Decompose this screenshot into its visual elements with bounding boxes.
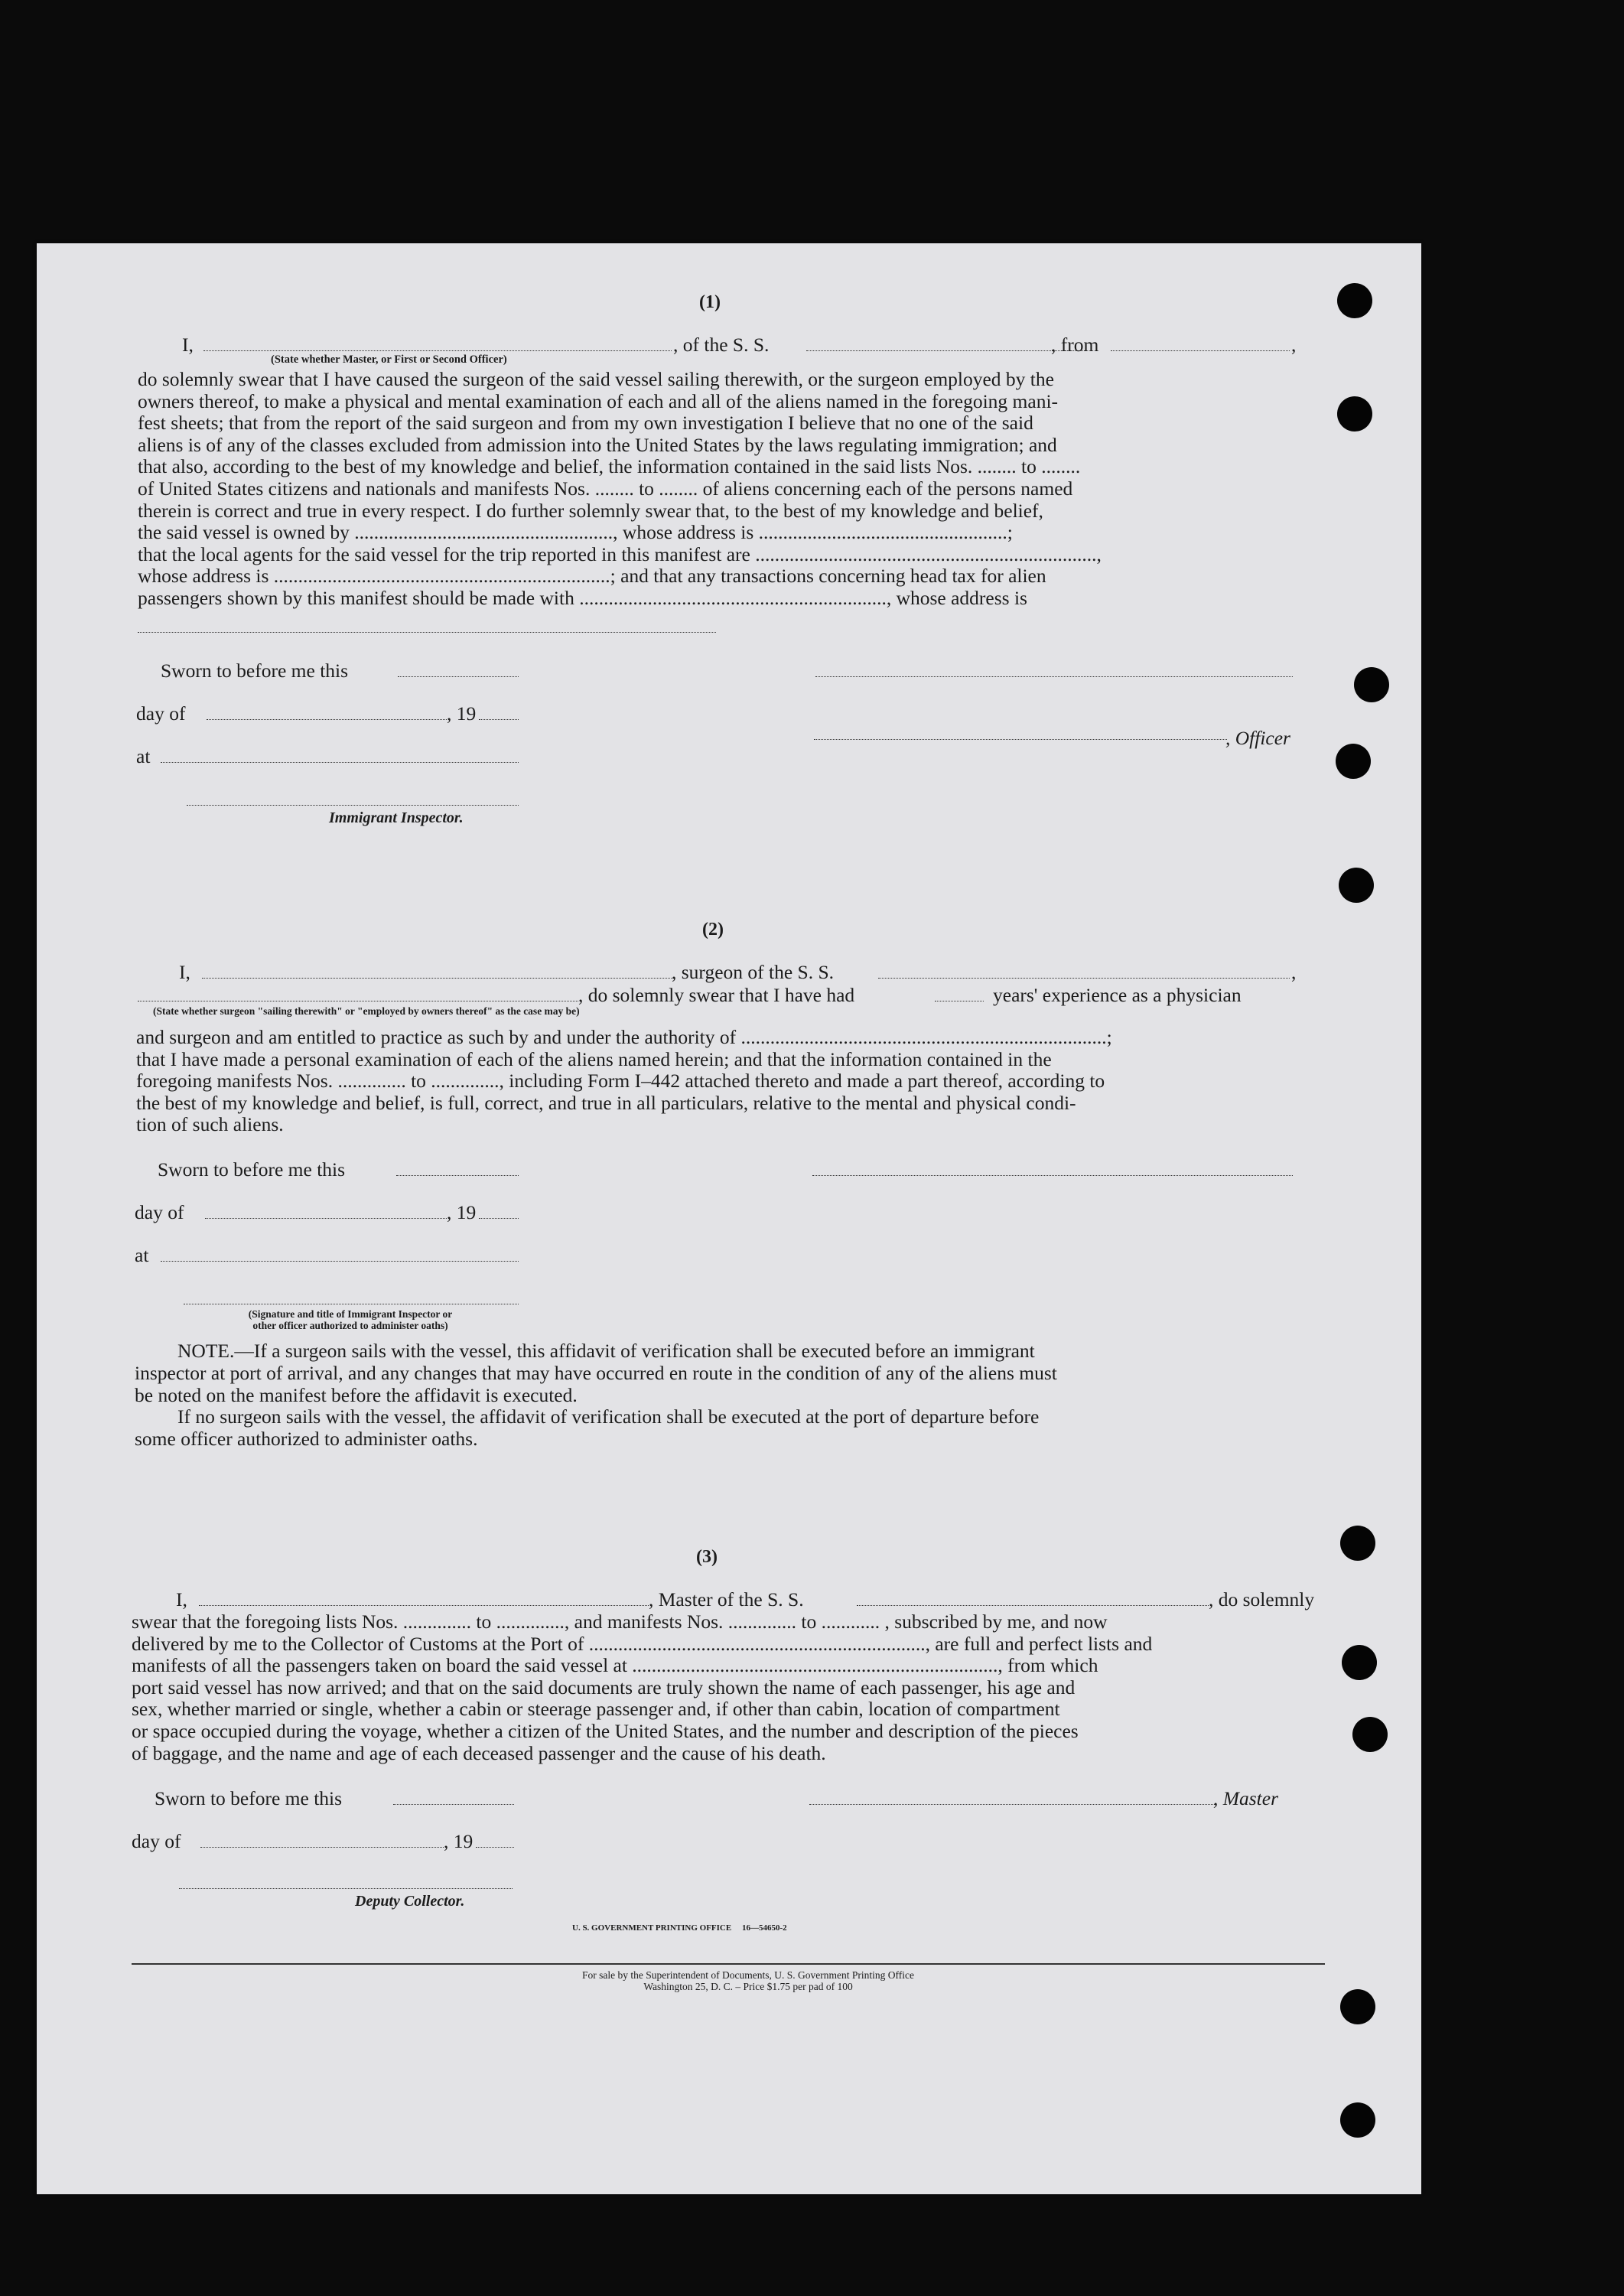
s2-note-line: be noted on the manifest before the affidavit is executed.	[135, 1383, 578, 1406]
s1-line: of United States citizens and nationals and manifests Nos. ........ to ........ of aliens concerning each of the persons named	[138, 477, 1073, 500]
s2-signature-caption-line: (Signature and title of Immigrant Inspector or	[248, 1308, 453, 1320]
s3-collector-label: Deputy Collector.	[355, 1893, 465, 1910]
punch-hole	[1354, 667, 1389, 702]
sale-notice-line: Washington 25, D. C. – Price $1.75 per pad of 100	[643, 1981, 853, 1992]
s3-line: swear that the foregoing lists Nos. .............. to .............., and manifests Nos. .............. to ............ , subscribed by me, and now	[132, 1610, 1108, 1633]
s2-caption: (State whether surgeon "sailing therewith" or "employed by owners thereof" as the case may be)	[153, 1005, 580, 1017]
sale-notice	[419, 1969, 1077, 1992]
section-2-number: (2)	[702, 920, 724, 940]
s1-day-of-label: day of	[136, 702, 186, 725]
s3-year-label: , 19	[444, 1830, 474, 1852]
s3-month-field[interactable]	[200, 1847, 444, 1848]
s2-surgeon-label: , surgeon of the S. S.	[672, 961, 835, 983]
s3-sworn-label: Sworn to before me this	[155, 1787, 343, 1809]
s2-signature-caption	[182, 1308, 519, 1331]
s1-line: owners thereof, to make a physical and mental examination of each and all of the aliens named in the foregoing mani-	[138, 389, 1059, 412]
s3-master-label-sig: , Master	[1213, 1787, 1278, 1809]
s2-sworn-day-field[interactable]	[396, 1175, 519, 1176]
sale-notice-line: For sale by the Superintendent of Documents, U. S. Government Printing Office	[582, 1969, 914, 1981]
s2-at-label: at	[135, 1244, 149, 1266]
s1-address-continuation-field[interactable]	[138, 632, 716, 633]
s3-line1-end: , do solemnly	[1209, 1588, 1315, 1610]
s2-oath-text	[136, 1027, 1337, 1136]
s1-inspector-signature-field[interactable]	[187, 805, 519, 806]
s3-vessel-field[interactable]	[857, 1605, 1209, 1606]
s1-at-field[interactable]	[161, 762, 519, 763]
s1-sworn-label: Sworn to before me this	[161, 659, 349, 682]
s2-vessel-field[interactable]	[878, 978, 1290, 979]
s1-line: the said vessel is owned by ....................................................., whose address is ...................................................;	[138, 521, 1013, 544]
s3-line: or space occupied during the voyage, whether a citizen of the United States, and the number and description of the pieces	[132, 1719, 1079, 1742]
punch-hole	[1340, 1989, 1375, 2024]
punch-hole	[1336, 744, 1371, 779]
s1-line: that the local agents for the said vessel for the trip reported in this manifest are ......................................................................,	[138, 542, 1102, 565]
s3-oath-text	[132, 1611, 1333, 1764]
s2-sworn-label: Sworn to before me this	[158, 1158, 346, 1181]
punch-hole	[1339, 868, 1374, 903]
punch-hole	[1340, 2102, 1375, 2138]
s2-line: that I have made a personal examination of each of the aliens named herein; and that the information contained in the	[136, 1047, 1052, 1070]
punch-hole	[1352, 1717, 1388, 1752]
s3-line: sex, whether married or single, whether a cabin or steerage passenger and, if other than cabin, location of compartment	[132, 1698, 1060, 1721]
s3-line: delivered by me to the Collector of Customs at the Port of ....................................................................., are full and perfect lists and	[132, 1632, 1153, 1655]
s2-note-line: inspector at port of arrival, and any changes that may have occurred en route in the condition of any of the aliens must	[135, 1362, 1057, 1384]
s3-line: of baggage, and the name and age of each deceased passenger and the cause of his death.	[132, 1741, 826, 1764]
gpo-imprint: U. S. GOVERNMENT PRINTING OFFICE 16—54650-2	[572, 1923, 787, 1933]
s1-officer-field[interactable]	[203, 350, 672, 351]
s3-day-of-label: day of	[132, 1830, 181, 1852]
s1-officer-label: , Officer	[1225, 727, 1290, 749]
s3-line: manifests of all the passengers taken on board the said vessel at ..........................................................................., from which	[132, 1654, 1098, 1677]
s2-line: tion of such aliens.	[136, 1113, 284, 1136]
s3-master-label: , Master of the S. S.	[649, 1588, 804, 1610]
s2-note2-line: If no surgeon sails with the vessel, the affidavit of verification shall be executed at the port of departure before	[177, 1405, 1040, 1428]
s2-note-2	[135, 1406, 1337, 1450]
section-1-number: (1)	[699, 292, 721, 312]
section-3-number: (3)	[696, 1547, 718, 1567]
s2-signature-field[interactable]	[812, 1175, 1293, 1176]
s1-from-label: , from	[1051, 334, 1099, 356]
s3-i-label: I,	[176, 1588, 187, 1610]
s2-note-cont	[135, 1363, 1337, 1406]
s1-from-field[interactable]	[1111, 350, 1290, 351]
s2-at-field[interactable]	[161, 1261, 519, 1262]
s3-master-signature-field[interactable]	[809, 1804, 1215, 1805]
s2-signature-caption-line: other officer authorized to administer oaths)	[252, 1320, 448, 1331]
s3-collector-signature-field[interactable]	[179, 1888, 513, 1889]
s1-line: whose address is .....................................................................; and that any transactions concerning head tax for alien	[138, 565, 1046, 588]
s2-name-field[interactable]	[202, 978, 673, 979]
s2-line: foregoing manifests Nos. .............. to .............., including Form I–442 attached thereto and made a part thereof, according to	[136, 1070, 1105, 1093]
s3-line: port said vessel has now arrived; and that on the said documents are truly shown the name of each passenger, his age and	[132, 1676, 1076, 1698]
s1-of-ss-label: , of the S. S.	[673, 334, 770, 356]
s1-i-label: I,	[182, 334, 194, 356]
s1-line: that also, according to the best of my knowledge and belief, the information contained in the said lists Nos. ........ to ........	[138, 455, 1081, 478]
punch-hole	[1340, 1526, 1375, 1561]
s1-inspector-label: Immigrant Inspector.	[329, 809, 464, 826]
s1-month-field[interactable]	[207, 719, 447, 720]
s1-vessel-field[interactable]	[806, 350, 1086, 351]
punch-hole	[1337, 396, 1372, 432]
s2-year-field[interactable]	[479, 1218, 519, 1219]
s2-year-label: , 19	[447, 1201, 477, 1223]
s1-signature-field[interactable]	[815, 676, 1293, 677]
footer-rule	[132, 1963, 1325, 1965]
s3-year-field[interactable]	[476, 1847, 514, 1848]
s3-sworn-day-field[interactable]	[393, 1804, 514, 1805]
s1-at-label: at	[136, 745, 151, 767]
s3-name-field[interactable]	[199, 1605, 649, 1606]
s1-line: therein is correct and true in every respect. I do further solemnly swear that, to the best of my knowledge and belief,	[138, 499, 1043, 522]
s1-line1-end: ,	[1291, 334, 1297, 356]
s2-month-field[interactable]	[205, 1218, 447, 1219]
s1-line: do solemnly swear that I have caused the surgeon of the said vessel sailing therewith, or the surgeon employed by the	[138, 368, 1054, 390]
s2-i-label: I,	[179, 961, 190, 983]
s1-oath-text	[138, 369, 1336, 610]
s2-line: the best of my knowledge and belief, is full, correct, and true in all particulars, relative to the mental and physical condi-	[136, 1091, 1076, 1114]
s1-line: aliens is of any of the classes excluded from admission into the United States by the laws regulating immigration; and	[138, 433, 1057, 456]
s1-caption: (State whether Master, or First or Second Officer)	[271, 353, 507, 366]
s1-year-label: , 19	[447, 702, 477, 725]
s1-year-field[interactable]	[479, 719, 519, 720]
punch-hole	[1337, 283, 1372, 318]
s1-officer-signature-field[interactable]	[814, 739, 1227, 740]
s2-line: and surgeon and am entitled to practice as such by and under the authority of ...........................................................................;	[136, 1026, 1112, 1048]
s2-note2-line: some officer authorized to administer oaths.	[135, 1427, 478, 1450]
form-page	[37, 243, 1421, 2194]
s1-line: passengers shown by this manifest should be made with ..............................................................., whose address is	[138, 586, 1027, 609]
s1-sworn-day-field[interactable]	[398, 676, 519, 677]
s2-years-label: years' experience as a physician	[993, 984, 1242, 1006]
s2-swear-label: , do solemnly swear that I have had	[578, 984, 855, 1006]
s2-note	[135, 1340, 1337, 1363]
s2-line1-end: ,	[1291, 961, 1297, 983]
s1-line: fest sheets; that from the report of the said surgeon and from my own investigation I believe that no one of the said	[138, 412, 1033, 435]
punch-hole	[1342, 1645, 1377, 1680]
s2-day-of-label: day of	[135, 1201, 184, 1223]
s2-note-line: NOTE.—If a surgeon sails with the vessel, this affidavit of verification shall be executed before an immigrant	[177, 1340, 1035, 1362]
